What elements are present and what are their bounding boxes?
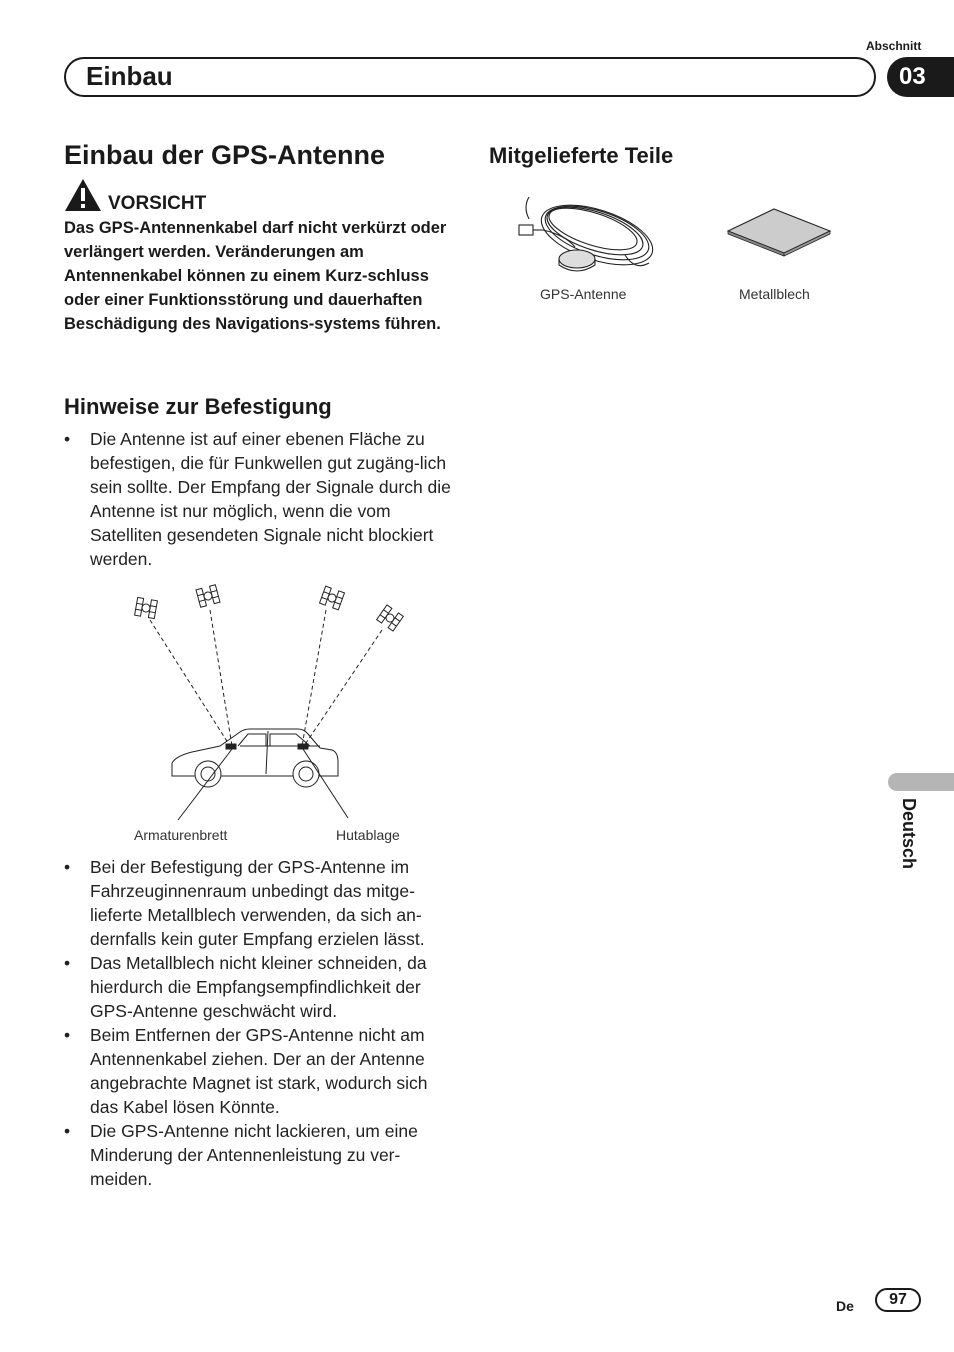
mounting-bullets-b: [64, 855, 454, 1191]
part-label-gps-antenna: GPS-Antenne: [540, 286, 627, 302]
list-item: • Die GPS-Antenne nicht lackieren, um eine Minderung der Antennenleistung zu ver-meiden.: [64, 1119, 454, 1191]
caution-text: Das GPS-Antennenkabel darf nicht verkürzt oder verlängert werden. Veränderungen am Antennenkabel können zu einem Kurz-schluss oder einer Funktionsstörung und dauerhaften Beschädigung des Navigations-systems führen.: [64, 219, 447, 333]
section-number: 03: [887, 57, 954, 97]
caution-label: VORSICHT: [108, 193, 207, 214]
section-title: Einbau: [86, 61, 173, 91]
list-item: • Das Metallblech nicht kleiner schneiden, da hierdurch die Empfangsempfindlichkeit der GPS-Antenne geschwächt wird.: [64, 951, 454, 1023]
language-tab: [888, 773, 954, 791]
part-label-metal-plate: Metallblech: [739, 286, 810, 302]
section-label: Abschnitt: [866, 39, 922, 53]
page-number: 97: [875, 1288, 921, 1312]
footer-language-code: De: [836, 1298, 854, 1314]
gps-antenna-illustration: [515, 185, 660, 280]
satellite-icon: [320, 586, 345, 610]
page-title: Einbau der GPS-Antenne: [64, 140, 386, 170]
supplied-parts-heading: Mitgelieferte Teile: [489, 143, 674, 168]
metal-plate-illustration: [726, 207, 832, 257]
figure-label-rear-shelf: Hutablage: [336, 827, 400, 843]
gps-reception-diagram: [120, 578, 420, 823]
figure-label-dashboard: Armaturenbrett: [134, 827, 228, 843]
list-item: • Beim Entfernen der GPS-Antenne nicht am Antennenkabel ziehen. Der an der Antenne angebrachte Magnet ist stark, wodurch sich das Kabel lösen Könnte.: [64, 1023, 454, 1119]
warning-icon: [64, 178, 102, 212]
satellite-icon: [377, 605, 404, 631]
satellite-icon: [196, 585, 220, 608]
section-header: [64, 57, 876, 97]
mounting-bullets-a: [64, 427, 454, 571]
list-item: • Die Antenne ist auf einer ebenen Fläche zu befestigen, die für Funkwellen gut zugäng-lich sein sollte. Der Empfang der Signale durch die Antenne ist nur möglich, wenn die vom Satelliten gesendeten Signale nicht blockiert werden.: [64, 427, 454, 571]
language-label: Deutsch: [899, 798, 919, 870]
mounting-heading: Hinweise zur Befestigung: [64, 394, 332, 419]
satellite-icon: [135, 597, 158, 618]
list-item: • Bei der Befestigung der GPS-Antenne im Fahrzeuginnenraum unbedingt das mitge-lieferte Metallblech verwenden, da sich an-dernfalls kein guter Empfang erzielen lässt.: [64, 855, 454, 951]
